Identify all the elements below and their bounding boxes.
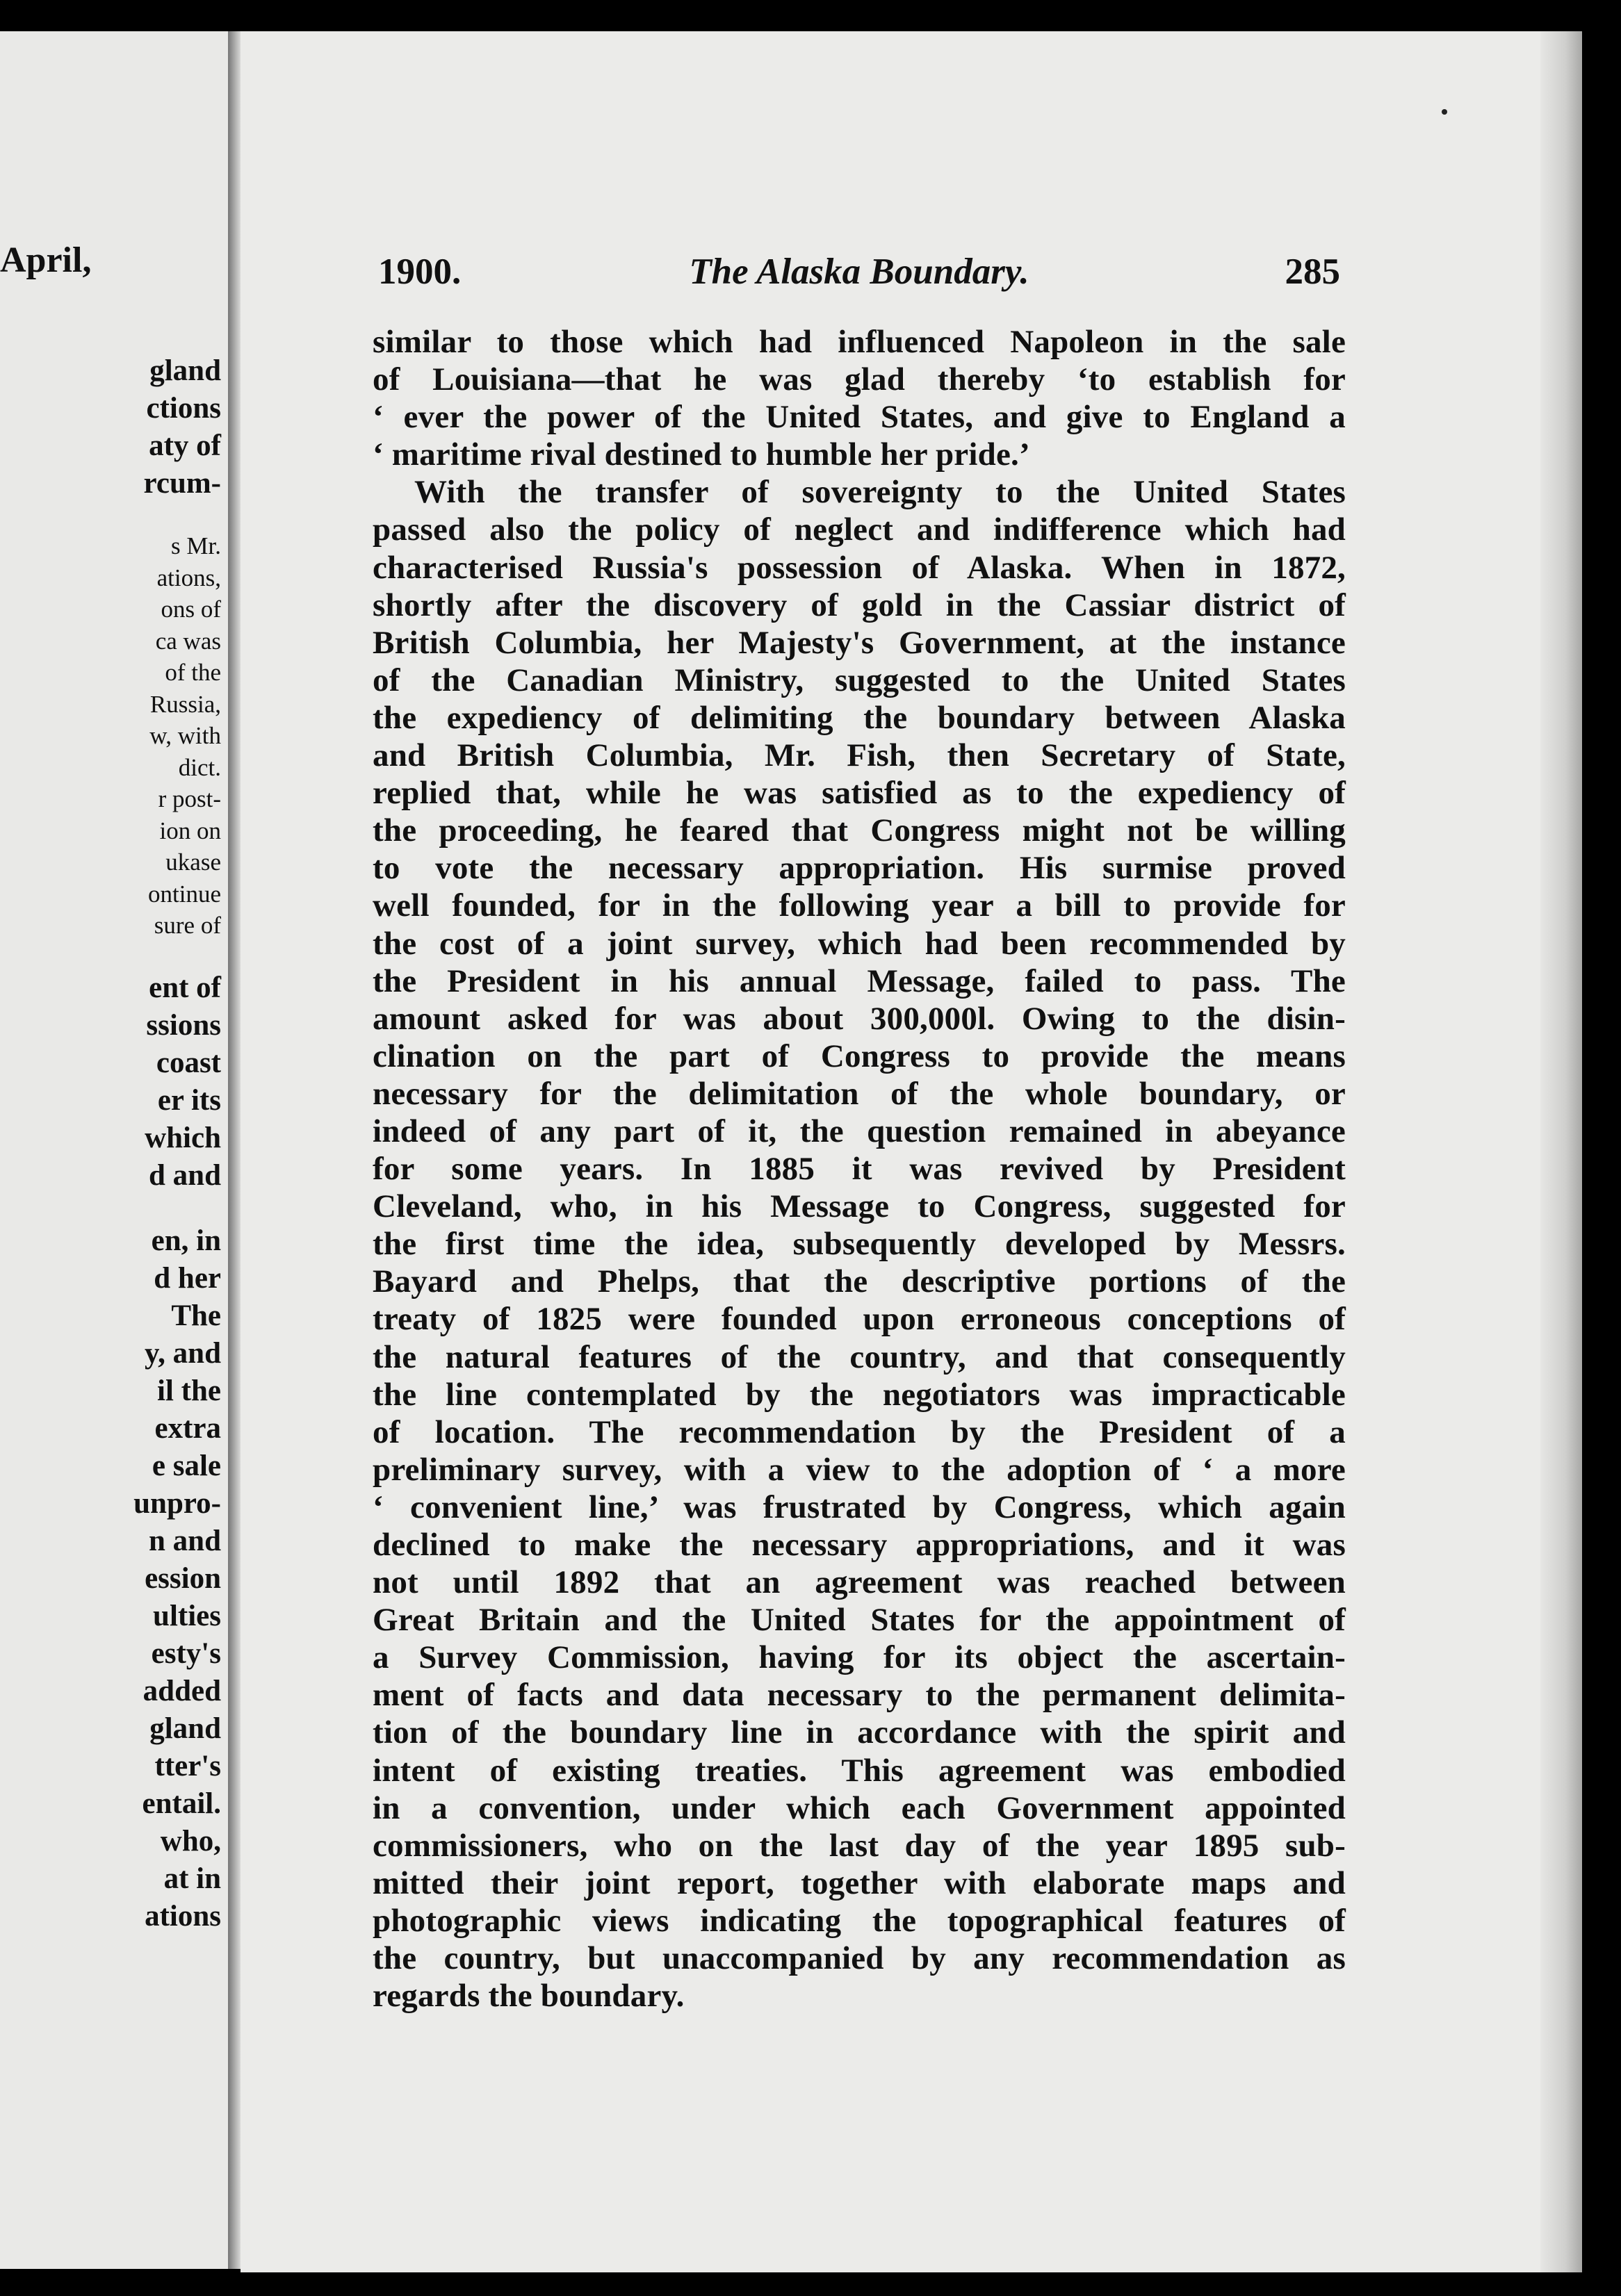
text-line: similar to those which had influenced Napoleon in the sale (373, 324, 1346, 360)
text-line: tion of the boundary line in accordance with the spirit and (373, 1714, 1346, 1751)
text-line: amount asked for was about 300,000l. Owing to the disin- (373, 1000, 1346, 1037)
text-line: well founded, for in the following year a bill to provide for (373, 887, 1346, 924)
book-gutter (228, 31, 241, 2269)
text-line: British Columbia, her Majesty's Government, at the instance (373, 624, 1346, 661)
previous-page-line: gland (149, 354, 221, 387)
previous-page-line: y, and (145, 1336, 221, 1370)
previous-page-line: rcum- (143, 467, 221, 500)
previous-page-line: unpro- (133, 1486, 221, 1520)
running-head-title: The Alaska Boundary. (689, 252, 1029, 292)
running-head-year: 1900. (378, 252, 462, 292)
previous-page-line: aty of (149, 429, 221, 462)
previous-page-line: r post- (158, 785, 221, 812)
page-edge-shadow (1540, 31, 1582, 2272)
text-line: in a convention, under which each Government appointed (373, 1789, 1346, 1826)
text-line: intent of existing treaties. This agreement was embodied (373, 1752, 1346, 1789)
previous-page-line: ations, (156, 564, 221, 591)
previous-page-line: dict. (178, 753, 221, 781)
previous-page-line: sure of (154, 912, 221, 939)
previous-page-line: er its (157, 1083, 221, 1117)
previous-page-line: e sale (152, 1449, 221, 1482)
page-number: 285 (1285, 252, 1340, 292)
text-line: Cleveland, who, in his Message to Congress, suggested for (373, 1188, 1346, 1225)
text-line: passed also the policy of neglect and indifference which had (373, 511, 1346, 548)
text-line: of Louisiana—that he was glad thereby ‘to establish for (373, 361, 1346, 398)
body-text (373, 323, 1346, 2015)
previous-page-line: entail. (142, 1787, 221, 1820)
text-line: the first time the idea, subsequently developed by Messrs. (373, 1226, 1346, 1263)
previous-page-line: w, with (149, 722, 221, 749)
previous-page-line: ession (145, 1561, 221, 1595)
previous-page-line: added (142, 1674, 221, 1707)
previous-page-line: ulties (153, 1599, 221, 1632)
previous-page-line: d and (149, 1158, 221, 1192)
previous-page-line: who, (160, 1824, 221, 1858)
previous-page-line: coast (156, 1046, 221, 1079)
previous-page-line: gland (149, 1712, 221, 1745)
text-line: a Survey Commission, having for its object the ascertain- (373, 1639, 1346, 1676)
text-line: With the transfer of sovereignty to the United States (414, 474, 1346, 511)
text-line: indeed of any part of it, the question remained in abeyance (373, 1113, 1346, 1149)
previous-page-line: ion on (159, 817, 221, 844)
text-line: shortly after the discovery of gold in the Cassiar district of (373, 587, 1346, 623)
previous-page-line: il the (157, 1374, 221, 1407)
previous-page-line: which (145, 1121, 221, 1154)
text-line: and British Columbia, Mr. Fish, then Secretary of State, (373, 737, 1346, 774)
text-line: of location. The recommendation by the President of a (373, 1413, 1346, 1450)
text-line: the line contemplated by the negotiators was impracticable (373, 1376, 1346, 1413)
previous-page-line: ations (145, 1899, 221, 1933)
previous-page-fragment (0, 31, 230, 2269)
previous-page-line: ukase (165, 848, 221, 876)
line-gap (0, 502, 221, 530)
previous-page-line: esty's (151, 1637, 221, 1670)
text-line: the country, but unaccompanied by any recommendation as (373, 1940, 1346, 1977)
previous-page-line: en, in (151, 1224, 221, 1257)
text-line: commissioners, who on the last day of the year 1895 sub- (373, 1827, 1346, 1864)
previous-page-line: at in (163, 1862, 221, 1895)
text-line: clination on the part of Congress to provide the means (373, 1038, 1346, 1074)
text-line: to vote the necessary appropriation. His surmise proved (373, 850, 1346, 887)
previous-page-line: ons of (161, 596, 221, 623)
previous-page-line: ontinue (148, 880, 221, 908)
text-line: for some years. In 1885 it was revived by President (373, 1151, 1346, 1188)
text-line: ‘ ever the power of the United States, and give to England a (373, 399, 1346, 436)
line-gap (0, 942, 221, 969)
text-line: characterised Russia's possession of Alaska. When in 1872, (373, 549, 1346, 586)
text-line: Great Britain and the United States for the appointment of (373, 1602, 1346, 1639)
previous-page-running-head: April, (0, 240, 92, 280)
text-line: preliminary survey, with a view to the adoption of ‘ a more (373, 1451, 1346, 1488)
line-gap (0, 1195, 221, 1222)
text-line: ‘ convenient line,’ was frustrated by Congress, which again (373, 1489, 1346, 1525)
previous-page-line: extra (154, 1411, 221, 1445)
text-line: necessary for the delimitation of the whole boundary, or (373, 1075, 1346, 1112)
book-page (241, 31, 1582, 2272)
previous-page-line: of the (165, 659, 221, 686)
text-line: declined to make the necessary appropriations, and it was (373, 1527, 1346, 1563)
previous-page-line: n and (149, 1524, 221, 1557)
text-line: ment of facts and data necessary to the permanent delimita- (373, 1677, 1346, 1714)
running-head (378, 251, 1340, 293)
previous-page-line: Russia, (149, 690, 221, 718)
text-line: of the Canadian Ministry, suggested to the United States (373, 662, 1346, 698)
previous-page-line: ssions (146, 1008, 221, 1042)
text-line: the cost of a joint survey, which had been recommended by (373, 925, 1346, 962)
previous-page-line: s Mr. (171, 532, 221, 559)
text-line: photographic views indicating the topographical features of (373, 1902, 1346, 1939)
text-line: treaty of 1825 were founded upon erroneous conceptions of (373, 1301, 1346, 1338)
text-line: the President in his annual Message, failed to pass. The (373, 962, 1346, 999)
text-line: regards the boundary. (373, 1978, 685, 2015)
text-line: replied that, while he was satisfied as to the expediency of (373, 775, 1346, 812)
previous-page-line: ca was (155, 627, 221, 655)
previous-page-line: ctions (146, 392, 221, 425)
text-line: mitted their joint report, together with elaborate maps and (373, 1864, 1346, 1901)
previous-page-line: The (171, 1299, 221, 1332)
text-line: the proceeding, he feared that Congress might not be willing (373, 812, 1346, 849)
text-line: the expediency of delimiting the boundary between Alaska (373, 699, 1346, 736)
text-line: ‘ maritime rival destined to humble her pride.’ (373, 436, 1030, 473)
text-line: Bayard and Phelps, that the descriptive portions of the (373, 1263, 1346, 1300)
previous-page-line: ent of (149, 971, 221, 1004)
previous-page-text (0, 352, 221, 1935)
previous-page-line: d her (154, 1261, 221, 1295)
text-line: not until 1892 that an agreement was reached between (373, 1564, 1346, 1601)
previous-page-line: tter's (154, 1749, 221, 1782)
print-speck (1442, 109, 1447, 115)
text-line: the natural features of the country, and that consequently (373, 1338, 1346, 1375)
